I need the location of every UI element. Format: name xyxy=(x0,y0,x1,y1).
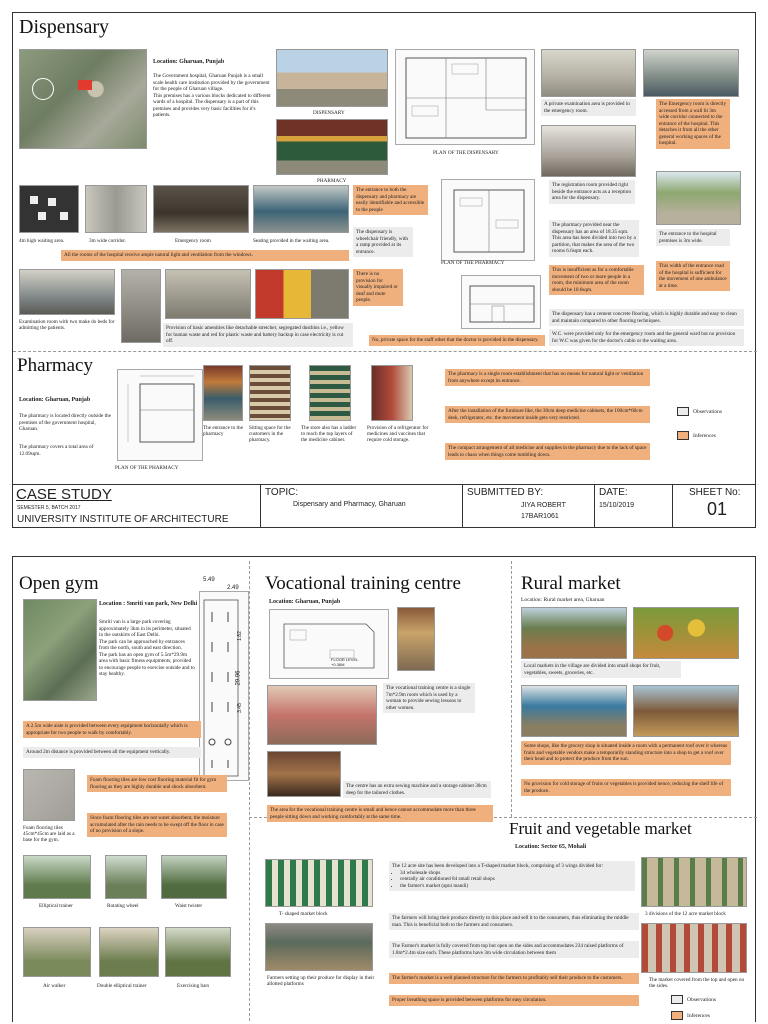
dispensary-location: Location: Gharuan, Punjab xyxy=(153,59,225,65)
cap-foam-tiles: Foam flooring tiles 45cm*45cm are laid as a base for the gym. xyxy=(23,825,75,844)
obs-flooring: The dispensary has a cement concrete flooring, which is highly durable and easy to clean and maintain compared to other flooring techniques. xyxy=(549,309,744,326)
semester-label: SEMESTER 5, BATCH 2017 xyxy=(17,505,81,511)
inf-pharmacy-compact: The compact arrangement of all medicine and supplies in the pharmacy due to the lack of space leads to chaos when things come tumbling down. xyxy=(445,443,650,460)
cap-market-covered: The market covered from the top and open on the sides. xyxy=(649,977,745,990)
inf-pharmacy-single-room: The pharmacy is a single room establishment that has no means for natural light or ventilation from anywhere except its entrance. xyxy=(445,369,650,386)
sheet2-divider-2 xyxy=(511,561,512,817)
obs-market-site xyxy=(389,861,635,891)
opengym-description: Smriti van is a large park covering approximately 3km in its perimeter, situated in the outskirts of East Delhi. The park can be approached by entrances from the north, south and east direction. The park has an open gym of 5.5m*29.9m area with basic fitness equipments, provided to encourage people to exercise outside and to stay healthy. xyxy=(99,619,195,677)
inf-rural-storage: No provision for cold storage of fruits or vegetables is provided hence, reducing the shelf life of the produce. xyxy=(521,779,731,796)
cap-farmers-setup: Farmers setting up their produce for display in their allotted platforms xyxy=(267,975,375,988)
cap-exercising-bars: Exercising bars xyxy=(177,983,210,989)
inf-natural-light: All the rooms of the hospital receive ample natural light and ventilation from the windows. xyxy=(61,250,349,261)
rural-market-image-3 xyxy=(521,685,627,737)
pharmacy-section-drawing xyxy=(461,275,541,329)
emergency-corridor-image xyxy=(643,49,739,97)
inf-foam-moisture: Since foam flooring tiles are not water absorbent, the moisture accumulated after the rain needs to be swept off the floor in case of no provision of a slope. xyxy=(87,813,227,837)
stretcher-2-image xyxy=(165,269,251,319)
dispensary-exterior-image xyxy=(276,49,388,107)
pharmacy-entrance-image xyxy=(203,365,243,421)
market-wing-item: • centrally air conditioned 84 small retail shops xyxy=(400,876,632,883)
topic-label: TOPIC: xyxy=(265,487,299,498)
topic-value: Dispensary and Pharmacy, Gharuan xyxy=(293,501,406,508)
market-divisions-image xyxy=(641,857,747,907)
dustbins-image xyxy=(255,269,349,319)
dispensary-plan-drawing xyxy=(395,49,535,145)
obs-wheelchair: The dispensary is wheelchair friendly, with a ramp provided at its entrance. xyxy=(353,227,413,257)
pharmacy-exterior-image xyxy=(276,119,388,175)
market-wings-list xyxy=(392,870,632,890)
vocational-exterior-image xyxy=(397,607,435,671)
pharmacy-plan-svg-2 xyxy=(118,370,204,462)
legend-inf-label-1: Inferences xyxy=(693,432,716,439)
vocational-floor-level: FLOOR LEVEL +0.36M xyxy=(331,657,359,667)
obs-sewing-machine: The centre has an extra sewing machine and a storage cabinet 30cm deep for the tailored clothes. xyxy=(343,781,491,798)
submitted-name: JIYA ROBERT xyxy=(521,502,566,509)
inf-room-insufficient: This is insufficient as for a comfortable movement of two or more people in a room, the minimum area of the room should be 10.6sqm. xyxy=(549,265,644,295)
dispensary-title: Dispensary xyxy=(19,16,109,38)
exam-room-image xyxy=(19,269,115,315)
pharmacy-ladder-image xyxy=(309,365,351,421)
inf-breathing-space: Proper breathing space is provided between platforms for easy circulation. xyxy=(389,995,639,1006)
legend-obs-swatch-2 xyxy=(671,995,683,1004)
case-study-label: CASE STUDY xyxy=(16,486,112,503)
date-label: DATE: xyxy=(599,487,628,498)
pharmacy-fridge-image xyxy=(371,365,413,421)
farmers-setup-image xyxy=(265,923,373,971)
foam-tiles-image xyxy=(23,769,75,821)
submitted-label: SUBMITTED BY: xyxy=(467,487,544,498)
cap-emergency-room: Emergency room xyxy=(175,238,211,244)
tshaped-market-image xyxy=(265,859,373,907)
sheet-no-value: 01 xyxy=(707,499,728,519)
inf-no-provision: There is no provision for visually impaired or deaf and mute people. xyxy=(353,269,403,306)
registration-room-image xyxy=(541,125,636,177)
inf-market-planned: The farmer's market is a well planned structure for the farmers to profitably sell their produce to the customers. xyxy=(389,973,639,984)
cap-tshaped-market: T- shaped market block xyxy=(279,911,328,917)
cap-double-elliptical: Double elliptical trainer xyxy=(97,983,147,989)
inf-vocational-small: The area for the vocational training centre is small and hence cannot accommodate more than three people sitting down and working comfortably at the same time. xyxy=(267,805,493,822)
inf-foam-durable: Foam flooring tiles are low cost flooring material fit for gym flooring as they are highly durable and shock absorbent. xyxy=(87,775,227,792)
cap-rotating-wheel: Rotating wheel xyxy=(107,903,139,909)
vocational-plan-svg xyxy=(270,610,390,680)
legend-obs-swatch-1 xyxy=(677,407,689,416)
pharmacy-seating-image xyxy=(249,365,291,421)
legend-obs-label-1: Observations xyxy=(693,408,723,415)
cap-elliptical-trainer: Elliptical trainer xyxy=(39,903,73,909)
vocational-title: Vocational training centre xyxy=(265,573,461,594)
label-plan-pharmacy-2: PLAN OF THE PHARMACY xyxy=(115,465,179,471)
inf-pharmacy-cabinets: After the installation of the furniture like, the 30cm deep medicine cabinets, the 100cm*60cm desk, refrigerator, etc. the movement inside gets very restricted. xyxy=(445,406,650,423)
vocational-location: Location: Gharuan, Punjab xyxy=(269,599,341,605)
fruitveg-location: Location: Sector 65, Mohali xyxy=(515,844,587,850)
label-plan-pharmacy-1: PLAN OF THE PHARMACY xyxy=(441,260,505,266)
rural-market-image-1 xyxy=(521,607,627,659)
market-wing-item: • the farmer's market (apni mandi) xyxy=(400,883,632,890)
elliptical-trainer-image xyxy=(23,855,91,899)
pharmacy-description-1: The pharmacy is located directly outside the premises of the government hospital, Gharuan. xyxy=(19,413,111,432)
cap-pharmacy-seating: Sitting space for the customers in the pharmacy. xyxy=(249,425,291,444)
inf-no-private-space: No, private space for the staff other that the doctor is provided in the dispensary. xyxy=(369,335,545,346)
pharmacy-location: Location: Gharuan, Punjab xyxy=(19,397,91,403)
rotating-wheel-image xyxy=(105,855,147,899)
legend-obs-label-2: Observations xyxy=(687,996,717,1003)
inf-emergency-corridor: The Emergency room is directly accessed from a wall lit 3m wide corridor connected to the entrance of the hospital. This detaches it from all the other general working spaces of the hospital. xyxy=(656,99,730,149)
dispensary-description: The Government hospital, Gharuan Punjab is a small scale health care institution provided by the government for the people of Gharuan village. This premises has a various blocks dedicated to different wards of a hospital. The dispensary is a part of this premises and provides very basic facilities for it's patients. xyxy=(153,73,271,118)
legend-inferences-2 xyxy=(671,1011,710,1020)
legend-inf-swatch-2 xyxy=(671,1011,683,1020)
cap-waist-twister: Waist twister xyxy=(175,903,203,909)
cap-seating: Seating provided in the waiting area. xyxy=(253,238,330,244)
inf-rural-roof: Some shops, like the grocery shop is situated inside a room with a permanent roof over it whereas fruits and vegetable vendors make a temporarily standing structure into a shop to get a roof over their head and to protect the produce from the sun. xyxy=(521,741,731,765)
dispensary-plan-svg xyxy=(396,50,536,146)
cap-pharmacy-entrance: The entrance to the pharmacy xyxy=(203,425,243,438)
hospital-entrance-image xyxy=(656,171,741,225)
label-plan-dispensary: PLAN OF THE DISPENSARY xyxy=(433,150,499,156)
aerial-map-image xyxy=(19,49,147,149)
legend-inf-label-2: Inferences xyxy=(687,1012,710,1019)
pharmacy-plan-drawing-1 xyxy=(441,179,535,261)
private-exam-image xyxy=(541,49,636,97)
seating-image xyxy=(253,185,349,233)
vocational-plan-drawing xyxy=(269,609,389,679)
legend-inf-swatch-1 xyxy=(677,431,689,440)
label-pharmacy: PHARMACY xyxy=(317,178,347,184)
cap-air-walker: Air walker xyxy=(43,983,66,989)
cap-corridor: 3m wide corridor. xyxy=(89,238,127,244)
market-covered-image xyxy=(641,923,747,973)
cap-waiting-area: 4m high waiting area. xyxy=(19,238,65,244)
air-walker-image xyxy=(23,927,91,977)
fruitveg-title: Fruit and vegetable market xyxy=(509,819,692,838)
inf-aisle-width: A 2.5m wide aisle is provided between every equipment horizontally which is appropriate for two people to walk by comfortably. xyxy=(23,721,201,738)
dim-2996: 29.96 xyxy=(235,670,242,686)
inf-entrance-width: This width of the entrance road of the hospital is sufficient for the movement of one ambulance at a time. xyxy=(656,261,730,291)
cap-exam-room: Examination room with two make do beds for admitting the patients. xyxy=(19,319,115,332)
rural-market-image-4 xyxy=(633,685,739,737)
obs-wc: W.C. were provided only for the emergency room and the general ward but no provision for W.C was given for the doctor's cabin or the waiting area. xyxy=(549,329,744,346)
date-value: 15/10/2019 xyxy=(599,502,635,509)
pharmacy-section-svg xyxy=(462,276,542,330)
pharmacy-plan-drawing-2 xyxy=(117,369,203,461)
obs-farmers-direct: The farmers will bring their produce directly to this place and sell it to the consumers, thus eliminating the middle man. This is beneficial both to the farmers and consumers. xyxy=(389,913,639,930)
opengym-plan-drawing xyxy=(199,591,249,781)
pharmacy-plan-svg-1 xyxy=(442,180,536,262)
dim-549: 5.49 xyxy=(203,577,215,583)
cap-pharmacy-fridge: Provision of a refrigerator for medicines and vaccines that require cold storage. xyxy=(367,425,429,444)
double-elliptical-image xyxy=(99,927,159,977)
opengym-location: Location : Smriti van park, New Delhi xyxy=(99,601,198,607)
sheet-no-label: SHEET No: xyxy=(689,487,741,498)
waiting-area-image xyxy=(19,185,79,233)
legend-observations-1 xyxy=(677,407,722,416)
title-block-submitted xyxy=(463,485,595,527)
rural-title: Rural market xyxy=(521,573,621,594)
sheet-2 xyxy=(12,556,756,1022)
title-block-topic xyxy=(261,485,463,527)
legend-observations-2 xyxy=(671,995,716,1004)
corridor-image xyxy=(85,185,147,233)
obs-registration: The registration room provided right beside the entrance acts as a reception area for the dispensary. xyxy=(549,180,635,204)
obs-equipment-distance: Around 2m distance is provided between all the equipment vertically. xyxy=(23,747,201,758)
submitted-id: 17BAR1061 xyxy=(521,513,559,520)
obs-market-site-text: The 12 acre site has been developed into a T-shaped market block, comprising of 3 wings divided for: xyxy=(392,863,604,869)
dim-182: 1.82 xyxy=(236,631,243,641)
university-label: UNIVERSITY INSTITUTE OF ARCHITECTURE xyxy=(17,514,229,525)
rural-location: Location: Rural market area, Gharuan xyxy=(521,597,605,603)
obs-rural-shops: Local markets in the village are divided into small shops for fruit, vegetables, sweets, groceries, etc. xyxy=(521,661,681,678)
dim-345: 3.45 xyxy=(236,703,243,713)
dim-249: 2.49 xyxy=(227,585,239,591)
stretcher-image xyxy=(121,269,161,343)
title-block-case-study xyxy=(13,485,261,527)
sewing-machine-image xyxy=(267,751,341,797)
section-divider xyxy=(13,351,757,352)
legend-inferences-1 xyxy=(677,431,716,440)
pharmacy-description-2: The pharmacy covers a total area of 12.09sqm. xyxy=(19,444,94,457)
title-block-sheet xyxy=(673,485,757,527)
obs-private-exam: A private examination area is provided in the emergency room. xyxy=(541,99,636,116)
rural-market-image-2 xyxy=(633,607,739,659)
sheet-1 xyxy=(12,12,756,528)
obs-vocational-room: The vocational training centre is a single 7m*2.9m room which is used by a woman to provide sewing lessons to other women. xyxy=(383,683,475,713)
emergency-room-image xyxy=(153,185,249,233)
pharmacy-title: Pharmacy xyxy=(17,355,93,376)
cap-pharmacy-ladder: The store also has a ladder to reach the top layers of the medicine cabinet. xyxy=(301,425,357,444)
inf-entrance-accessible: The entrance to both the dispensary and pharmacy are easily identifiable and accessible to the people xyxy=(353,185,428,215)
waist-twister-image xyxy=(161,855,227,899)
opengym-plan-svg xyxy=(200,592,250,782)
market-wing-item: • 34 wholesale shops xyxy=(400,870,632,877)
vocational-interior-image xyxy=(267,685,377,745)
title-block xyxy=(12,484,756,528)
label-dispensary: DISPENSARY xyxy=(313,110,345,116)
title-block-date xyxy=(595,485,673,527)
obs-pharmacy-area: The pharmacy provided near the dispensary has an area of 18.35 sqm. This area has been divided into two by a partition, that makes the area of the two rooms 6.6sqm each. xyxy=(549,220,639,257)
obs-market-covered: The Farmer's market is fully covered from top but open on the sides and accommodates 234 raised platforms of 1.8m*2.4m size each. These platforms have 3m wide circulation between them xyxy=(389,941,639,958)
exercising-bars-image xyxy=(165,927,231,977)
obs-amenities: Provision of basic amenities like detachable stretcher, segregated dustbins i.e., yellow for human waste and red for plastic waste and battery backup in case electricity is cut off. xyxy=(163,323,353,347)
obs-hospital-entrance: The entrance to the hospital premises is 3m wide. xyxy=(656,229,730,246)
opengym-title: Open gym xyxy=(19,573,99,594)
opengym-map-image xyxy=(23,599,97,701)
cap-market-divisions: 3 divisions of the 12 acre market block xyxy=(645,911,726,917)
